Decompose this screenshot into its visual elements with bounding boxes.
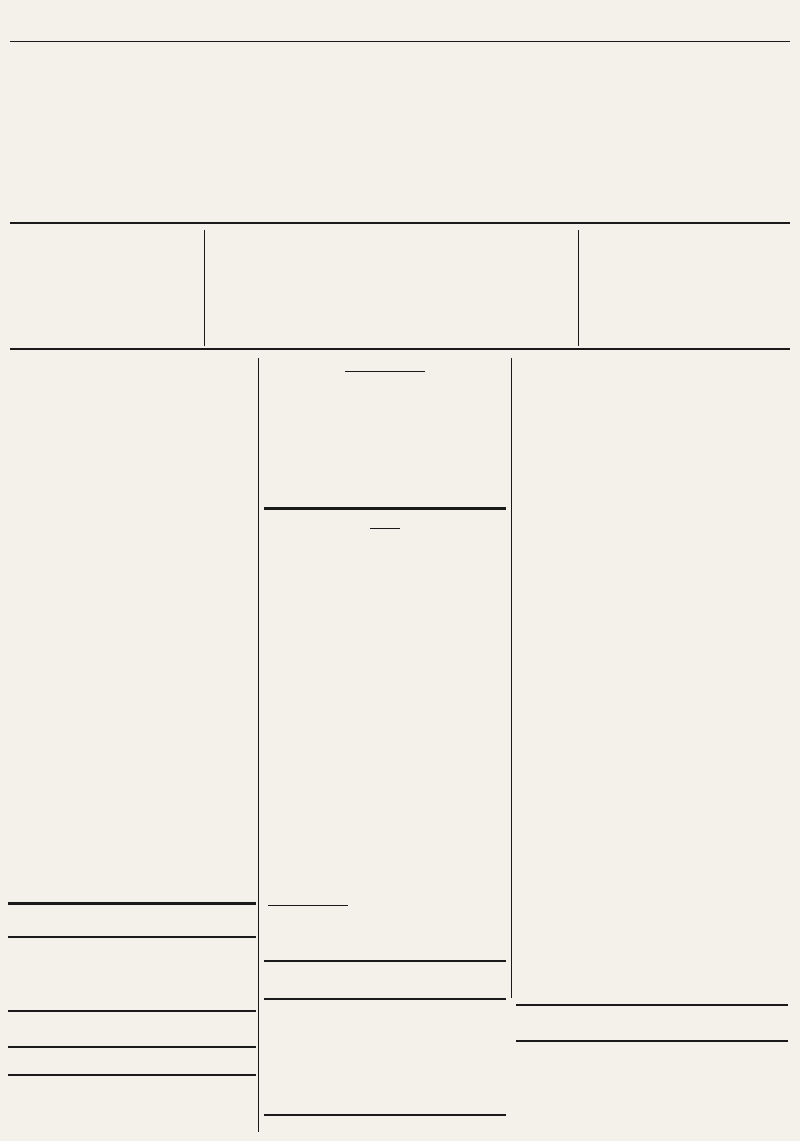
header-rule xyxy=(10,348,790,350)
ad-boricine xyxy=(8,1010,256,1016)
article-rule xyxy=(264,507,506,510)
footnote-rule xyxy=(268,905,348,906)
ad-laran xyxy=(264,998,506,1006)
ad-carabana xyxy=(264,960,506,968)
column-divider xyxy=(258,358,259,1132)
column-divider xyxy=(204,230,205,346)
admin-box xyxy=(12,234,202,247)
redaction-box xyxy=(582,234,786,242)
sommaire-rule xyxy=(8,902,256,905)
masthead-rule xyxy=(10,222,790,224)
heading-underline xyxy=(345,371,425,372)
direction-grid xyxy=(208,240,576,243)
direction-box xyxy=(208,234,576,246)
article xyxy=(266,520,504,539)
column-divider xyxy=(578,230,579,346)
ad-pastilles xyxy=(8,936,256,944)
ad-ver xyxy=(516,1040,788,1046)
renseignements xyxy=(268,368,502,382)
ad-contrexeville xyxy=(8,1046,256,1050)
ad-ampoules xyxy=(516,1004,788,1014)
column-divider xyxy=(511,358,512,998)
top-rule xyxy=(10,41,790,42)
ad-stleger xyxy=(8,1074,256,1078)
ad-bugeaud xyxy=(264,1114,506,1122)
byline-rule xyxy=(370,528,400,529)
sommaire xyxy=(8,366,248,428)
